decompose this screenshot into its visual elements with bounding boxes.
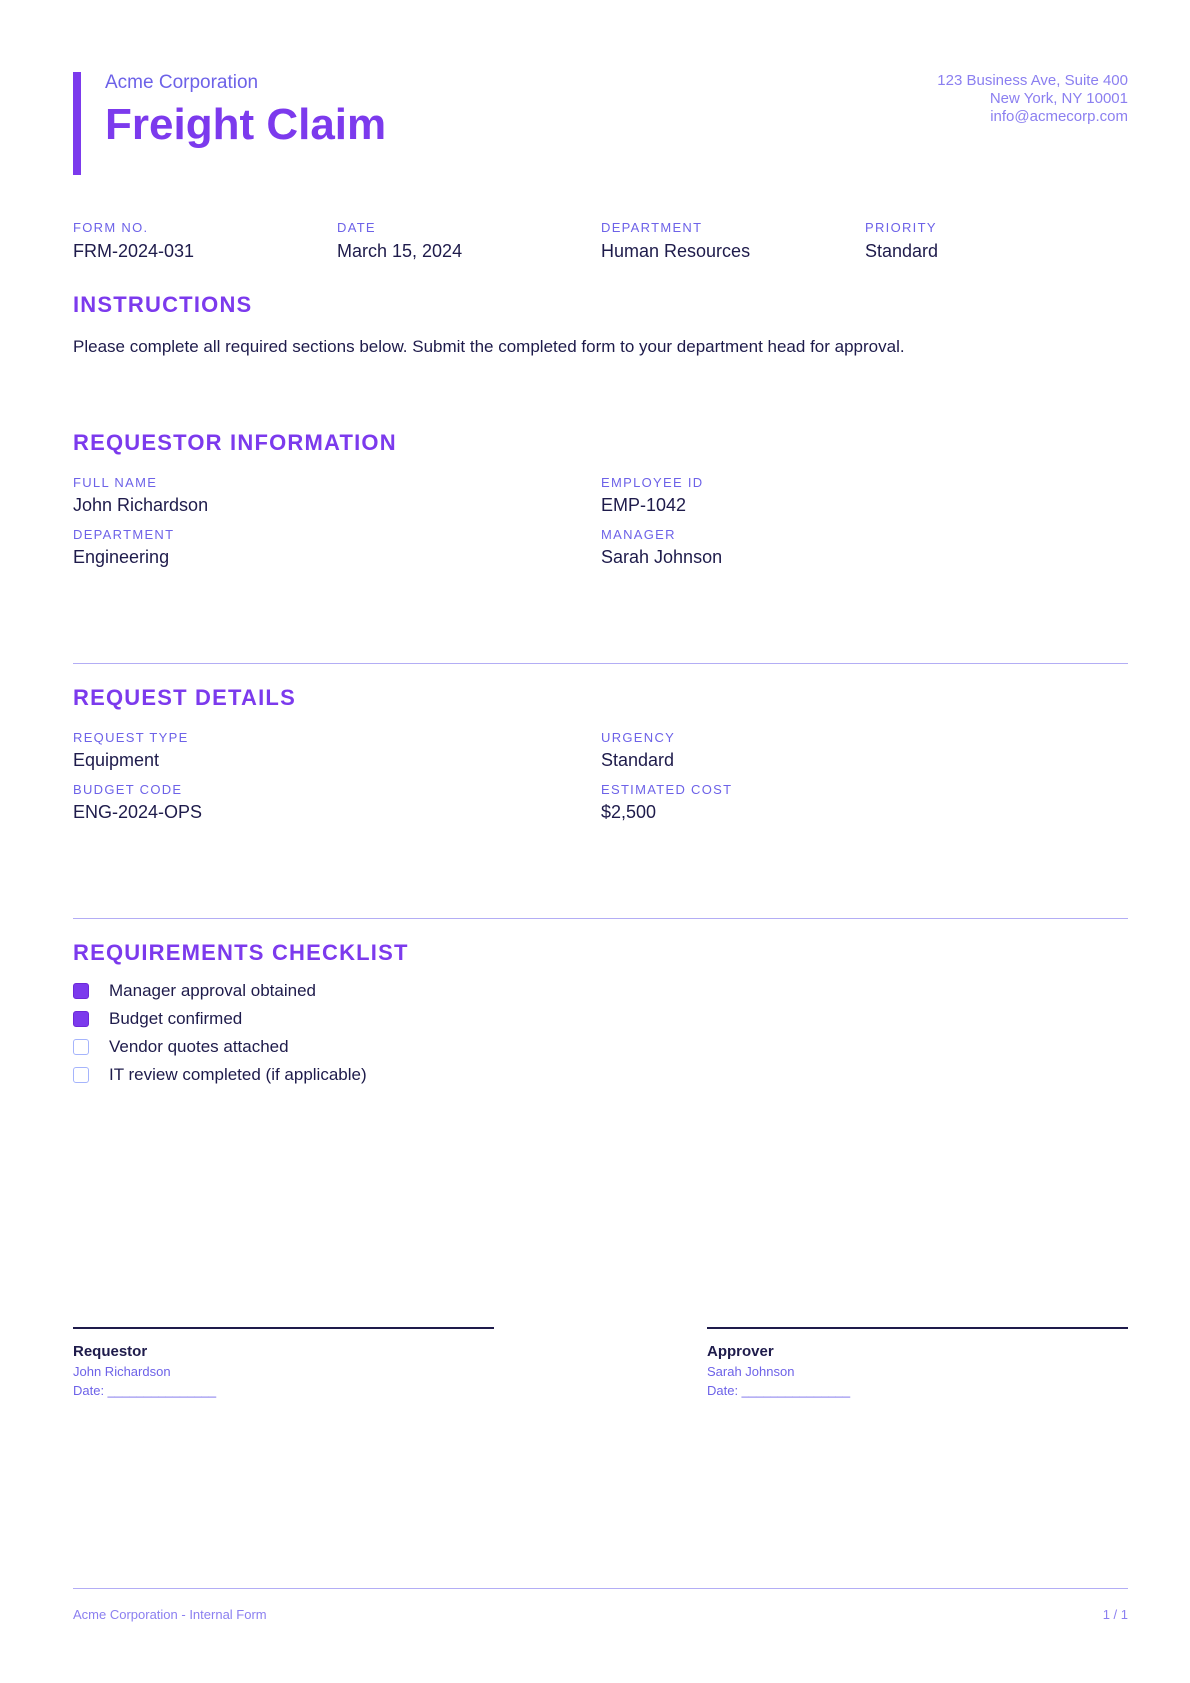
form-meta-row — [73, 220, 1128, 270]
requestor-department-label: DEPARTMENT — [73, 527, 175, 542]
estimated-cost-label: ESTIMATED COST — [601, 782, 733, 797]
company-name: Acme Corporation — [105, 72, 259, 93]
checkbox-budget-confirmed[interactable] — [73, 1011, 89, 1027]
requestor-signature-date[interactable]: Date: _______________ — [73, 1383, 217, 1398]
approver-signature-line[interactable] — [707, 1327, 1128, 1329]
manager-value[interactable]: Sarah Johnson — [601, 547, 723, 567]
field-request-type — [73, 730, 189, 771]
page-number: 1 / 1 — [1102, 1607, 1128, 1622]
urgency-value[interactable]: Standard — [601, 750, 675, 770]
instructions-text: Please complete all required sections below. Submit the completed form to your department head for approval. — [73, 337, 905, 356]
field-manager — [601, 527, 722, 568]
employee-id-label: EMPLOYEE ID — [601, 475, 704, 490]
meta-date — [337, 220, 462, 262]
employee-id-value[interactable]: EMP-1042 — [601, 495, 687, 515]
requestor-department-value[interactable]: Engineering — [73, 547, 170, 567]
request-type-value[interactable]: Equipment — [73, 750, 160, 770]
checklist-heading: REQUIREMENTS CHECKLIST — [73, 940, 409, 965]
field-budget-code — [73, 782, 202, 823]
checklist-item-label: Budget confirmed — [109, 1009, 243, 1028]
meta-department — [601, 220, 750, 262]
approver-signature-block — [707, 1327, 1128, 1398]
address-line-2: New York, NY 10001 — [989, 90, 1128, 107]
footer-company-label: Acme Corporation - Internal Form — [73, 1607, 267, 1622]
meta-form-number — [73, 220, 194, 262]
manager-label: MANAGER — [601, 527, 676, 542]
meta-priority — [865, 220, 938, 262]
form-number-label: FORM NO. — [73, 220, 149, 235]
field-urgency — [601, 730, 675, 771]
form-number-value: FRM-2024-031 — [73, 241, 195, 261]
urgency-label: URGENCY — [601, 730, 676, 745]
priority-label: PRIORITY — [865, 220, 937, 235]
footer-divider — [73, 1588, 1128, 1589]
field-requestor-department — [73, 527, 174, 568]
checkbox-it-review[interactable] — [73, 1067, 89, 1083]
checkbox-manager-approval[interactable] — [73, 983, 89, 999]
approver-signature-role: Approver — [707, 1343, 774, 1360]
checklist-item-label: Vendor quotes attached — [109, 1037, 289, 1056]
checklist-item-label: Manager approval obtained — [109, 981, 316, 1000]
budget-code-label: BUDGET CODE — [73, 782, 183, 797]
date-label: DATE — [337, 220, 376, 235]
requestor-signature-block — [73, 1327, 494, 1398]
document-title: Freight Claim — [105, 100, 387, 149]
full-name-value[interactable]: John Richardson — [73, 495, 209, 515]
department-value: Human Resources — [601, 241, 751, 261]
estimated-cost-value[interactable]: $2,500 — [601, 802, 657, 822]
request-details-heading: REQUEST DETAILS — [73, 685, 296, 710]
company-email: info@acmecorp.com — [990, 108, 1128, 125]
section-divider — [73, 663, 1128, 664]
approver-signature-date[interactable]: Date: _______________ — [707, 1383, 851, 1398]
field-full-name — [73, 475, 208, 516]
header-accent-bar — [73, 72, 81, 175]
department-label: DEPARTMENT — [601, 220, 703, 235]
form-page — [73, 0, 1128, 1683]
requestor-signature-role: Requestor — [73, 1343, 148, 1360]
requestor-section-heading: REQUESTOR INFORMATION — [73, 430, 397, 455]
checklist-item-label: IT review completed (if applicable) — [109, 1065, 367, 1084]
field-employee-id — [601, 475, 703, 516]
date-value: March 15, 2024 — [337, 241, 463, 261]
address-line-1: 123 Business Ave, Suite 400 — [937, 72, 1128, 89]
approver-signature-name: Sarah Johnson — [707, 1364, 795, 1379]
full-name-label: FULL NAME — [73, 475, 158, 490]
field-estimated-cost — [601, 782, 732, 823]
company-address — [937, 72, 1128, 126]
request-type-label: REQUEST TYPE — [73, 730, 189, 745]
budget-code-value[interactable]: ENG-2024-OPS — [73, 802, 203, 822]
checkbox-vendor-quotes[interactable] — [73, 1039, 89, 1055]
requestor-signature-name: John Richardson — [73, 1364, 171, 1379]
instructions-heading: INSTRUCTIONS — [73, 292, 253, 317]
requestor-signature-line[interactable] — [73, 1327, 494, 1329]
section-divider — [73, 918, 1128, 919]
priority-value: Standard — [865, 241, 939, 261]
document-header — [73, 72, 1128, 176]
